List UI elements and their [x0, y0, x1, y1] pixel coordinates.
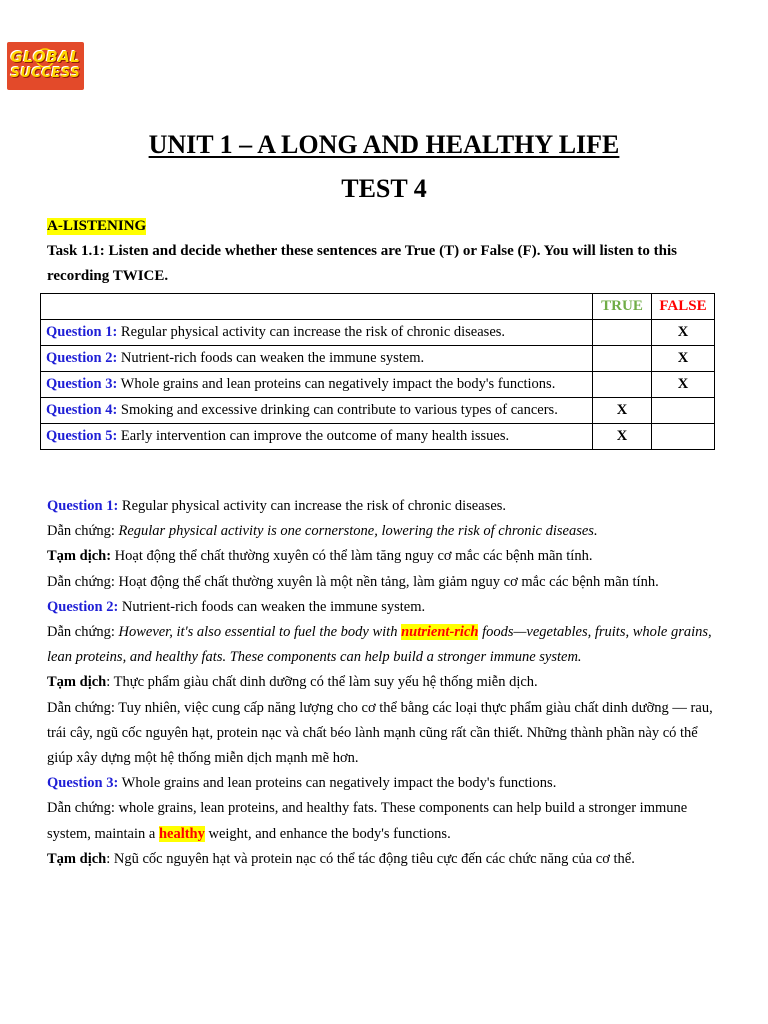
test-title: TEST 4: [341, 174, 427, 203]
answer-table: [40, 293, 715, 450]
statement-cell: [41, 346, 593, 372]
translation-text: Hoạt động thể chất thường xuyên có thể làm tăng nguy cơ mắc các bệnh mãn tính.: [111, 548, 593, 565]
true-cell: X: [593, 398, 652, 424]
statement-cell: [41, 320, 593, 346]
translation-label: Tạm dịch: [47, 674, 107, 691]
evidence-label: Dẫn chứng:: [47, 523, 119, 540]
statement-text: Early intervention can improve the outcome of many health issues.: [117, 428, 510, 444]
q3-evidence: [47, 796, 717, 846]
false-cell: [652, 398, 715, 424]
evidence-highlight: nutrient-rich: [401, 624, 479, 641]
q1-heading: [47, 494, 717, 519]
false-cell: X: [652, 346, 715, 372]
table-row: [41, 398, 715, 424]
header-false: FALSE: [652, 294, 715, 320]
true-cell: X: [593, 424, 652, 450]
global-success-logo: [7, 42, 84, 90]
statement-text: Regular physical activity can increase the risk of chronic diseases.: [117, 324, 506, 340]
question-text: Nutrient-rich foods can weaken the immune system.: [118, 598, 426, 615]
header-statement: [41, 294, 593, 320]
logo-line-1: GLOBAL: [10, 48, 81, 66]
evidence-text-post: weight, and enhance the body's functions.: [204, 825, 451, 842]
question-label: Question 2:: [46, 350, 118, 366]
header-true: TRUE: [593, 294, 652, 320]
false-cell: X: [652, 320, 715, 346]
question-label: Question 5:: [46, 428, 118, 444]
table-row: [41, 424, 715, 450]
unit-title: UNIT 1 – A LONG AND HEALTHY LIFE: [148, 130, 620, 159]
translation-label: Tạm dịch:: [47, 548, 112, 565]
statement-text: Whole grains and lean proteins can negatively impact the body's functions.: [117, 376, 556, 392]
evidence-text: Regular physical activity is one cornerstone, lowering the risk of chronic diseases.: [118, 523, 598, 540]
question-label: Question 2:: [47, 598, 119, 615]
q1-evidence: [47, 519, 717, 544]
true-cell: [593, 346, 652, 372]
question-label: Question 1:: [47, 498, 119, 514]
table-row: [41, 346, 715, 372]
statement-text: Smoking and excessive drinking can contribute to various types of cancers.: [117, 402, 558, 418]
statement-cell: [41, 424, 593, 450]
logo-line-2: SUCCESS: [10, 66, 81, 81]
q2-evidence: [47, 620, 717, 670]
true-cell: [593, 372, 652, 398]
q1-translation: [47, 544, 717, 569]
question-label: Question 1:: [46, 324, 118, 340]
false-cell: [652, 424, 715, 450]
explanations: [47, 494, 717, 872]
table-row: [41, 372, 715, 398]
evidence-text-post: foods—vegetables, fruits, whole grains, lean proteins, and healthy fats. These components can help build a stronger immune system.: [47, 624, 712, 666]
table-header-row: [41, 294, 715, 320]
translation-text: : Ngũ cốc nguyên hạt và protein nạc có thể tác động tiêu cực đến các chức năng của cơ thể.: [106, 850, 635, 867]
statement-cell: [41, 398, 593, 424]
section-label: A-LISTENING: [47, 218, 147, 234]
question-label: Question 4:: [46, 402, 118, 418]
statement-text: Nutrient-rich foods can weaken the immune system.: [117, 350, 425, 366]
question-text: Regular physical activity can increase the risk of chronic diseases.: [118, 498, 507, 514]
evidence-text-pre: Dẫn chứng: whole grains, lean proteins, and healthy fats. These components can help build a stronger immune system, maintain a: [47, 800, 688, 842]
q1-evidence-vi: Dẫn chứng: Hoạt động thể chất thường xuyên là một nền tảng, làm giảm nguy cơ mắc các bệnh mãn tính.: [47, 573, 659, 590]
translation-text: : Thực phẩm giàu chất dinh dưỡng có thể làm suy yếu hệ thống miễn dịch.: [106, 674, 538, 691]
q3-translation: [47, 847, 717, 872]
question-text: Whole grains and lean proteins can negatively impact the body's functions.: [118, 775, 557, 792]
q3-heading: [47, 771, 717, 796]
translation-label: Tạm dịch: [47, 850, 107, 867]
question-label: Question 3:: [47, 775, 119, 792]
q2-heading: [47, 595, 717, 620]
false-cell: X: [652, 372, 715, 398]
question-label: Question 3:: [46, 376, 118, 392]
task-instruction: Task 1.1: Listen and decide whether these sentences are True (T) or False (F). You will listen to this recording TWICE.: [47, 243, 677, 284]
table-row: [41, 320, 715, 346]
evidence-highlight: healthy: [158, 825, 205, 842]
evidence-text-pre: However, it's also essential to fuel the body with: [118, 624, 402, 641]
true-cell: [593, 320, 652, 346]
evidence-label: Dẫn chứng:: [47, 624, 119, 641]
q2-evidence-vi: Dẫn chứng: Tuy nhiên, việc cung cấp năng lượng cho cơ thể bằng các loại thực phẩm giàu chất dinh dưỡng — rau, trái cây, ngũ cốc nguyên hạt, protein nạc và chất béo lành mạnh cũng rất cần thiết. Những thành phần này có thể giúp xây dựng một hệ thống miễn dịch mạnh mẽ hơn.: [47, 699, 713, 767]
q2-translation: [47, 670, 717, 695]
statement-cell: [41, 372, 593, 398]
